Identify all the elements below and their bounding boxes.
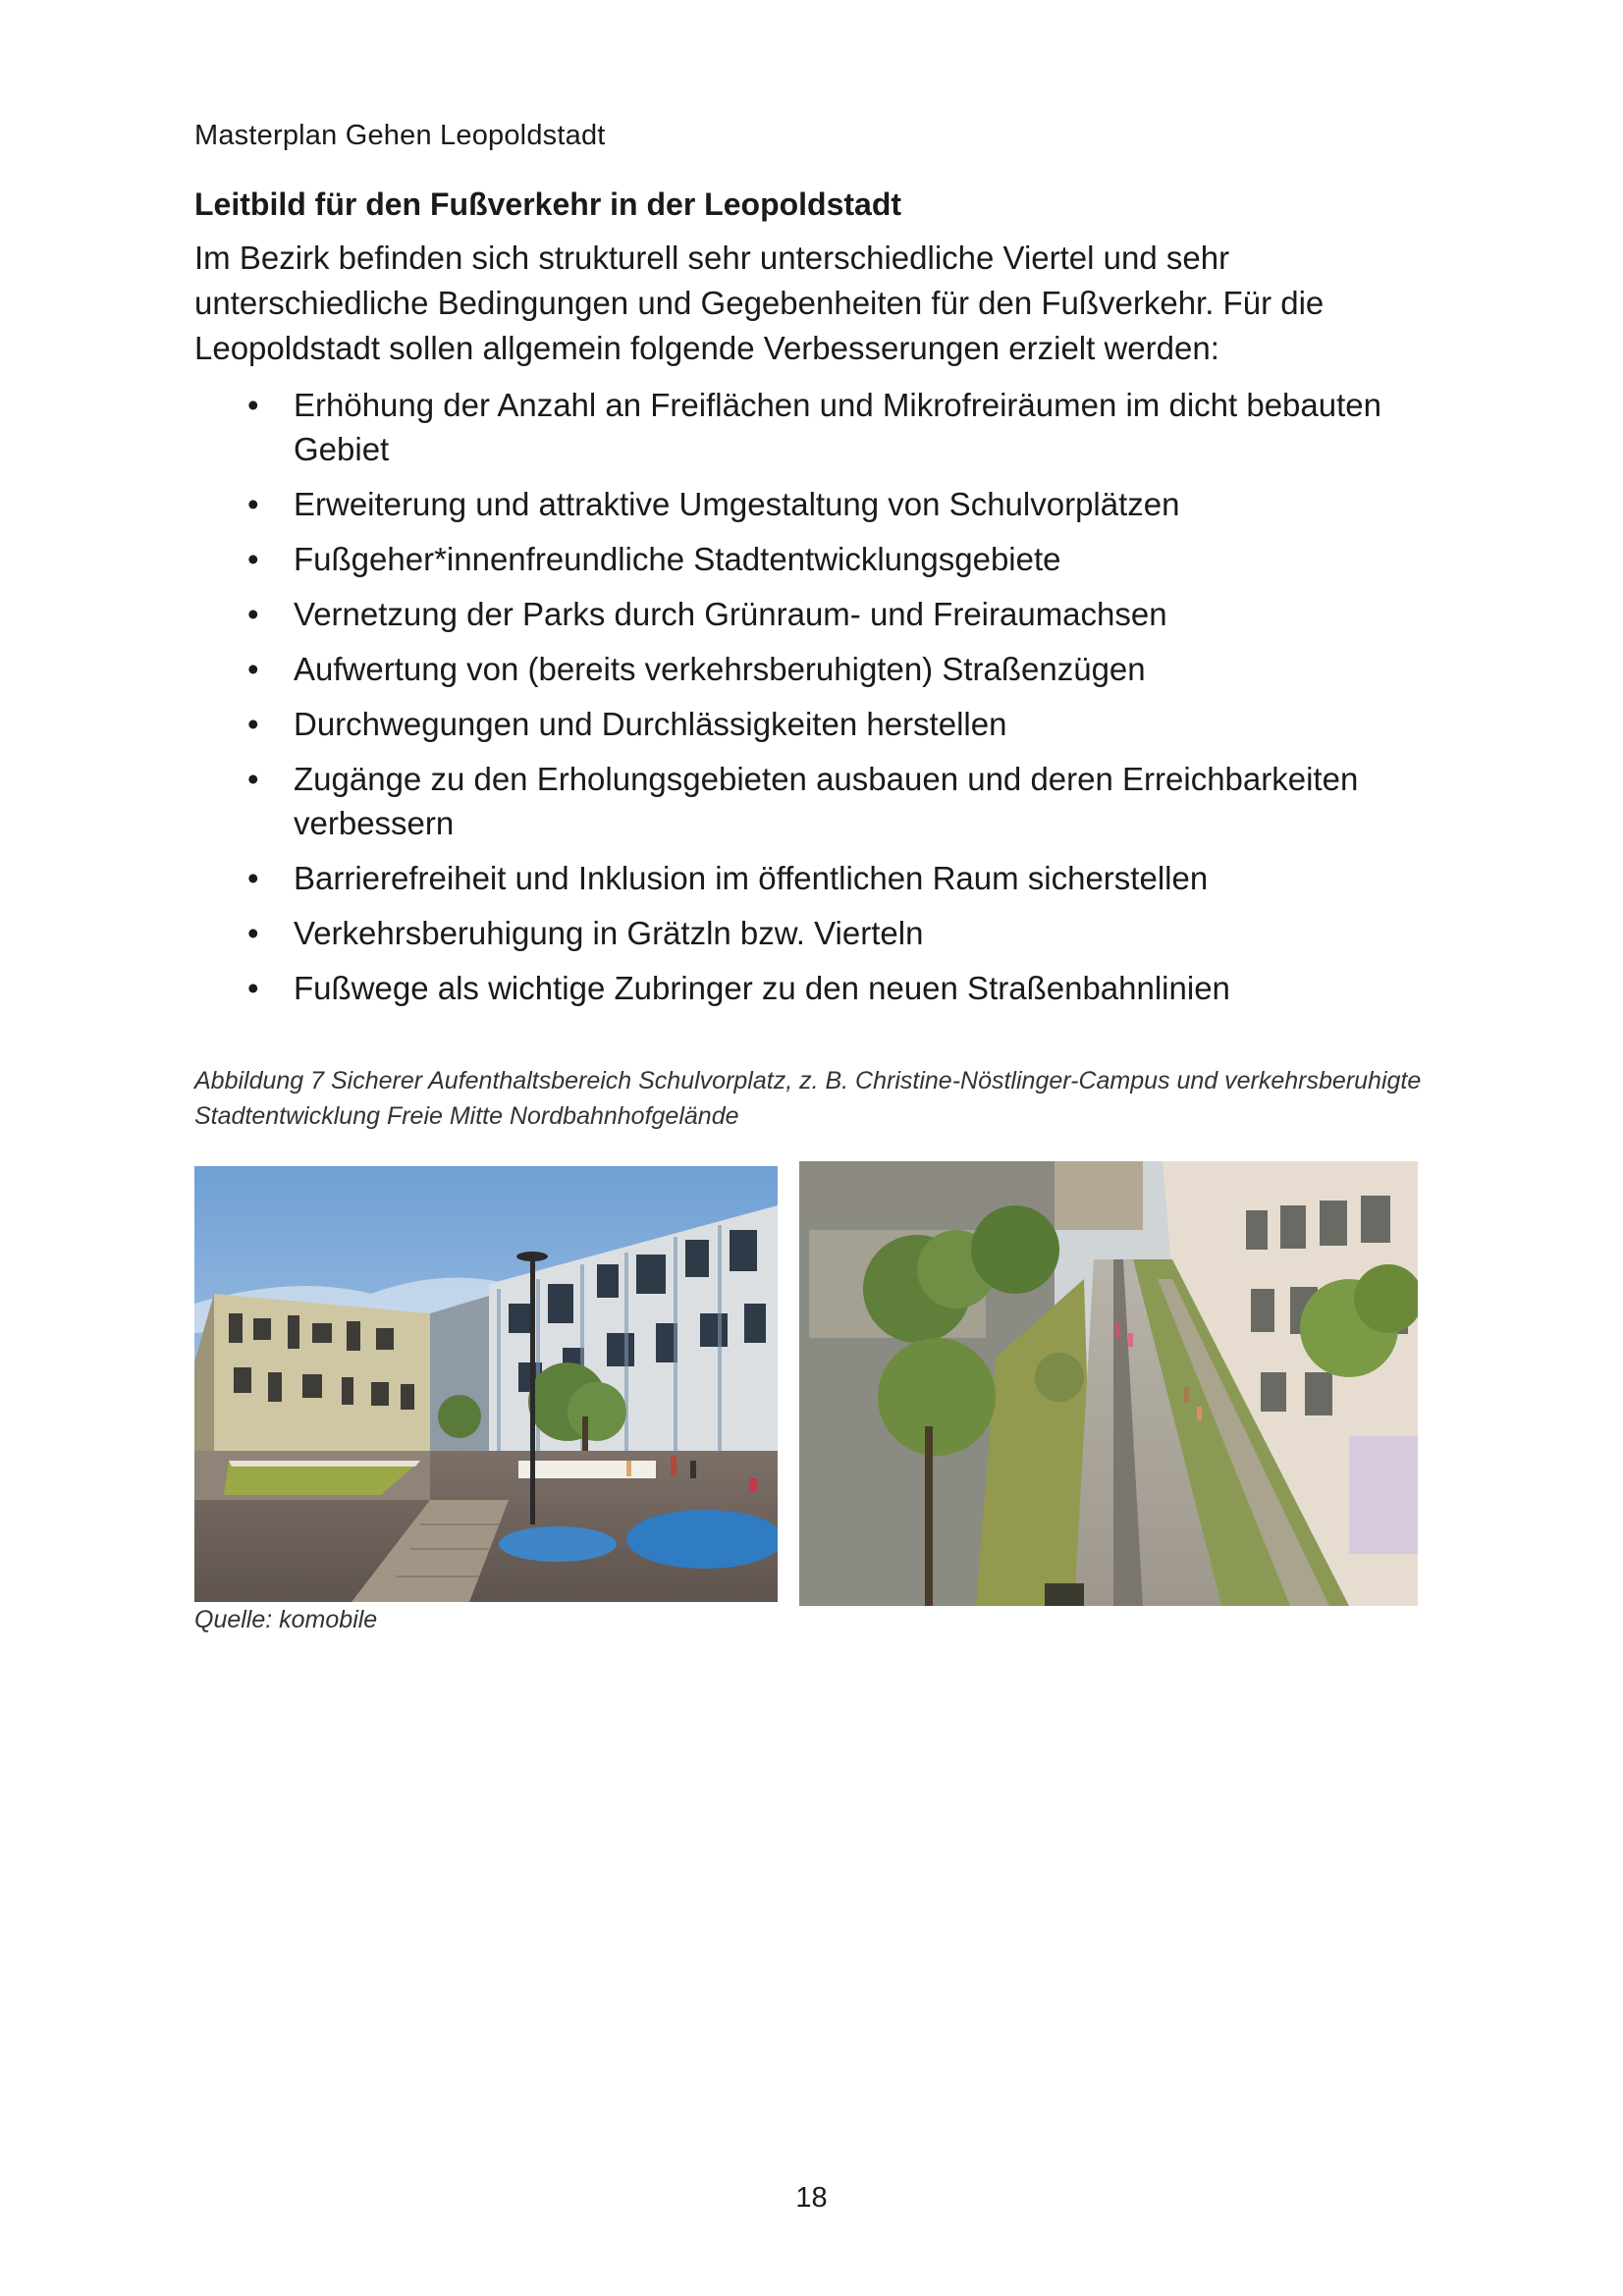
list-item <box>194 647 1432 691</box>
list-item-text: Durchwegungen und Durchlässigkeiten herstellen <box>294 706 1007 742</box>
bullet-icon: • <box>247 387 259 423</box>
bullet-icon: • <box>247 761 259 797</box>
bullet-icon: • <box>247 651 259 687</box>
list-item-text: Fußgeher*innenfreundliche Stadtentwicklungsgebiete <box>294 541 1061 577</box>
list-item-text: Verkehrsberuhigung in Grätzln bzw. Vierteln <box>294 915 924 951</box>
list-item-text: Fußwege als wichtige Zubringer zu den neuen Straßenbahnlinien <box>294 970 1230 1006</box>
running-header: Masterplan Gehen Leopoldstadt <box>194 120 606 151</box>
bullet-icon: • <box>247 541 259 577</box>
bullet-icon: • <box>247 860 259 896</box>
bullet-icon: • <box>247 486 259 522</box>
list-item-text: Erhöhung der Anzahl an Freiflächen und Mikrofreiräumen im dicht bebauten Gebiet <box>294 387 1381 467</box>
bullet-icon: • <box>247 596 259 632</box>
list-item-text: Vernetzung der Parks durch Grünraum- und Freiraumachsen <box>294 596 1167 632</box>
list-item-text: Erweiterung und attraktive Umgestaltung von Schulvorplätzen <box>294 486 1180 522</box>
bullet-icon: • <box>247 706 259 742</box>
list-item <box>194 911 1432 955</box>
list-item <box>194 702 1432 746</box>
list-item-text: Aufwertung von (bereits verkehrsberuhigten) Straßenzügen <box>294 651 1146 687</box>
list-item <box>194 482 1432 526</box>
list-item <box>194 592 1432 636</box>
bullet-icon: • <box>247 915 259 951</box>
intro-paragraph: Im Bezirk befinden sich strukturell sehr unterschiedliche Viertel und sehr unterschiedliche Bedingungen und Gegebenheiten für den Fußverkehr. Für die Leopoldstadt sollen allgemein folgende Verbesserungen erzielt werden: <box>194 240 1325 366</box>
section-title: Leitbild für den Fußverkehr in der Leopoldstadt <box>194 187 902 222</box>
list-item <box>194 856 1432 900</box>
list-item-text: Barrierefreiheit und Inklusion im öffentlichen Raum sicherstellen <box>294 860 1209 896</box>
list-item <box>194 757 1432 845</box>
list-item <box>194 383 1432 471</box>
school-forecourt-photo <box>194 1166 778 1602</box>
improvements-list <box>194 383 1432 1021</box>
pedestrian-path-photo <box>799 1161 1418 1606</box>
list-item <box>194 966 1432 1010</box>
figure-caption: Abbildung 7 Sicherer Aufenthaltsbereich Schulvorplatz, z. B. Christine-Nöstlinger-Campus und verkehrsberuhigte Stadtentwicklung Freie Mitte Nordbahnhofgelände <box>194 1067 1422 1130</box>
list-item-text: Zugänge zu den Erholungsgebieten ausbauen und deren Erreichbarkeiten verbessern <box>294 761 1359 841</box>
list-item <box>194 537 1432 581</box>
page-number: 18 <box>795 2182 828 2214</box>
bullet-icon: • <box>247 970 259 1006</box>
image-source: Quelle: komobile <box>194 1606 378 1633</box>
